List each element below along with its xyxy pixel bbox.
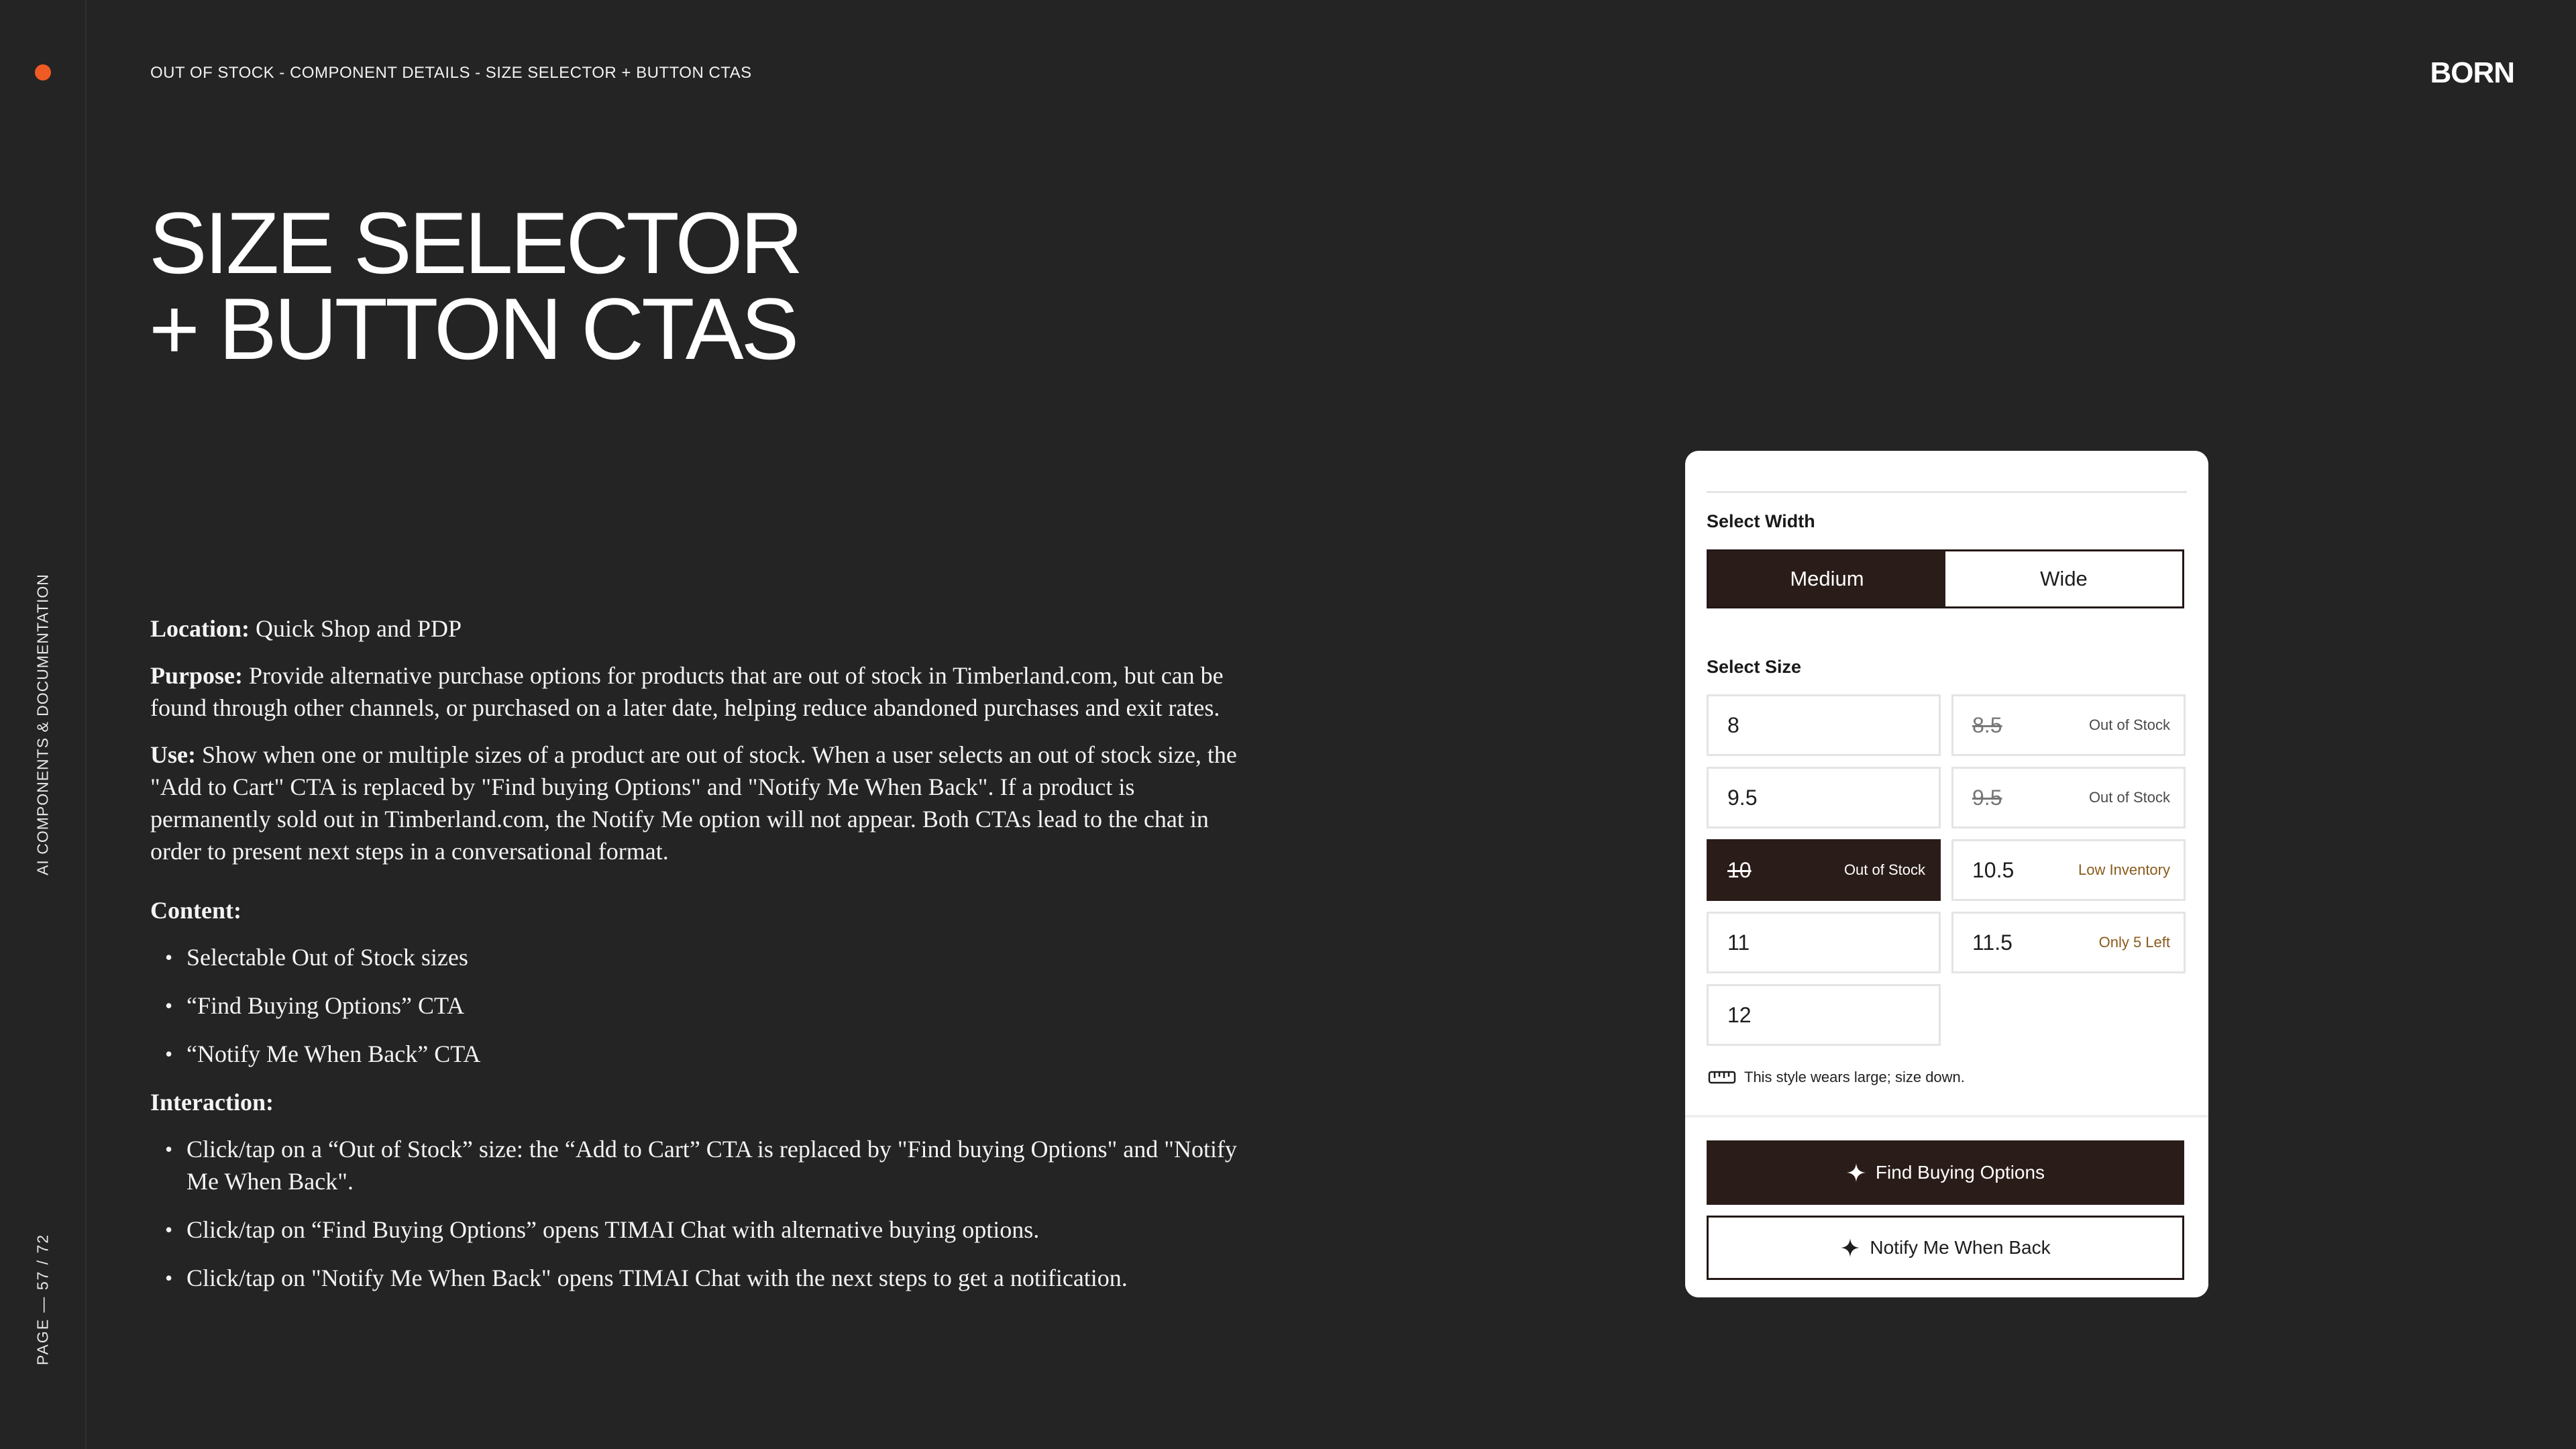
size-value: 10.5 [1972,857,2015,882]
page-title-line-1: SIZE SELECTOR [149,194,801,292]
notify-me-button[interactable] [1707,1216,2184,1280]
purpose-text: Provide alternative purchase options for products that are out of stock in Timberland.com, but can be found through other channels, or purchased on a later date, helping reduce abandoned purchases and exit rates. [150,662,1224,721]
brand-logo: BORN [2430,56,2514,89]
size-status: Out of Stock [2088,789,2170,806]
location-label: Location: [150,615,250,642]
page-title-line-2: + BUTTON CTAS [149,280,797,378]
size-option-8-5[interactable] [1951,694,2186,756]
size-value: 10 [1727,857,1752,882]
content-list [150,941,1257,1070]
list-item: • Click/tap on a “Out of Stock” size: the “Add to Cart” CTA is replaced by "Find buying Options" and "Notify Me When Back". [150,1133,1257,1197]
width-toggle [1707,549,2184,608]
location-paragraph [150,612,1257,645]
interaction-list [150,1133,1257,1294]
size-option-10[interactable] [1707,839,1941,901]
section-label: AI COMPONENTS & DOCUMENTATION [34,574,52,875]
width-option-medium[interactable]: Medium [1709,551,1945,606]
size-grid [1707,694,2184,1046]
content-heading: Content: [150,897,241,924]
size-option-9-5[interactable] [1707,767,1941,828]
notify-me-label: Notify Me When Back [1870,1237,2051,1258]
size-option-11[interactable] [1707,912,1941,973]
divider [1707,491,2187,493]
status-dot [35,64,51,80]
purpose-label: Purpose: [150,662,243,689]
breadcrumb: OUT OF STOCK - COMPONENT DETAILS - SIZE SELECTOR + BUTTON CTAS [150,64,752,82]
left-rail [0,0,87,1449]
size-value: 8.5 [1972,712,2002,737]
use-label: Use: [150,741,196,768]
size-selector-card [1685,451,2208,1297]
fit-hint [1708,1069,1965,1086]
description [150,612,1257,1310]
purpose-paragraph [150,659,1257,724]
size-option-11-5[interactable] [1951,912,2186,973]
use-paragraph [150,739,1257,867]
find-buying-options-label: Find Buying Options [1875,1162,2045,1183]
interaction-heading: Interaction: [150,1089,274,1116]
size-value: 8 [1727,712,1739,737]
list-item: • “Find Buying Options” CTA [150,989,1257,1022]
select-size-label: Select Size [1707,657,1802,677]
ruler-icon [1708,1070,1736,1085]
size-value: 11 [1727,930,1750,955]
page-number: PAGE — 57 / 72 [34,1233,52,1366]
list-item: • Click/tap on “Find Buying Options” opens TIMAI Chat with alternative buying options. [150,1214,1257,1246]
location-text: Quick Shop and PDP [250,615,462,642]
size-option-9-5-oos[interactable] [1951,767,2186,828]
size-status: Out of Stock [2088,716,2170,733]
sparkle-icon [1846,1163,1866,1183]
size-value: 9.5 [1972,785,2002,810]
fit-hint-text: This style wears large; size down. [1744,1069,1965,1085]
find-buying-options-button[interactable] [1707,1140,2184,1205]
size-option-10-5[interactable] [1951,839,2186,901]
sparkle-icon [1840,1238,1860,1258]
size-value: 12 [1727,1002,1752,1027]
size-option-8[interactable] [1707,694,1941,756]
size-status: Only 5 Left [2098,934,2170,951]
size-status: Out of Stock [1843,861,1925,878]
use-text: Show when one or multiple sizes of a product are out of stock. When a user selects an out of stock size, the "Add to Cart" CTA is replaced by "Find buying Options" and "Notify Me When Back". If a product is permanently sold out in Timberland.com, the Notify Me option will not appear. Both CTAs lead to the chat in order to present next steps in a conversational format. [150,741,1237,865]
size-status: Low Inventory [2078,861,2170,878]
list-item: • Selectable Out of Stock sizes [150,941,1257,973]
width-option-wide[interactable]: Wide [2040,567,2088,590]
size-option-12[interactable] [1707,984,1941,1046]
size-value: 11.5 [1972,930,2012,955]
size-value: 9.5 [1727,785,1758,810]
page-title [149,194,801,378]
select-width-label: Select Width [1707,511,1815,531]
list-item: • Click/tap on "Notify Me When Back" opens TIMAI Chat with the next steps to get a notification. [150,1262,1257,1294]
list-item: • “Notify Me When Back” CTA [150,1038,1257,1070]
cta-area [1685,1115,2208,1297]
